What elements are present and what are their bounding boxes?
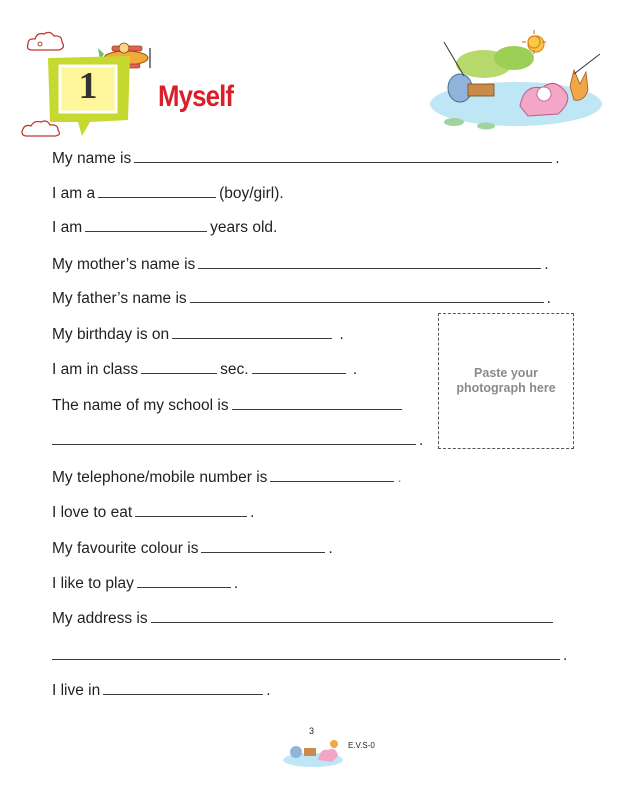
- form-line-address: My address is: [52, 608, 556, 629]
- address-blank-2[interactable]: [52, 645, 560, 660]
- sun-icon: [522, 30, 546, 54]
- page-number: 3: [309, 726, 315, 736]
- address-blank[interactable]: [151, 608, 553, 623]
- age-blank[interactable]: [85, 217, 207, 232]
- section-blank[interactable]: [252, 359, 346, 374]
- form-line-food: I love to eat .: [52, 504, 255, 521]
- page-title: Myself: [158, 80, 234, 113]
- form-line-school-cont: .: [52, 430, 423, 451]
- phone-blank[interactable]: [270, 467, 394, 482]
- form-line-age: I am years old.: [52, 219, 278, 236]
- pond-scene-illustration: [424, 34, 604, 134]
- form-line-father-name: My father’s name is .: [52, 290, 551, 307]
- colour-blank[interactable]: [201, 538, 325, 553]
- class-blank[interactable]: [141, 359, 217, 374]
- father-name-blank[interactable]: [190, 288, 544, 303]
- gender-blank[interactable]: [98, 183, 216, 198]
- form-line-school: The name of my school is: [52, 395, 405, 416]
- birthday-blank[interactable]: [172, 324, 332, 339]
- flower-icon: [282, 734, 344, 768]
- school-blank-2[interactable]: [52, 430, 416, 445]
- live-in-blank[interactable]: [103, 680, 263, 695]
- form-line-phone: My telephone/mobile number is .: [52, 469, 402, 486]
- chapter-number: 1: [78, 65, 98, 107]
- school-blank[interactable]: [232, 395, 402, 410]
- mother-name-blank[interactable]: [198, 254, 541, 269]
- form-line-address-cont: .: [52, 645, 567, 666]
- form-line-name: My name is .: [52, 150, 560, 167]
- book-code: E.V.S-0: [348, 741, 375, 750]
- form-line-mother-name: My mother’s name is .: [52, 256, 549, 273]
- form-line-colour: My favourite colour is .: [52, 540, 333, 557]
- form-line-live-in: I live in .: [52, 682, 271, 699]
- form-line-play: I like to play .: [52, 575, 239, 592]
- play-blank[interactable]: [137, 573, 231, 588]
- form-line-birthday: My birthday is on .: [52, 326, 344, 343]
- form-line-gender: I am a (boy/girl).: [52, 185, 284, 202]
- food-blank[interactable]: [135, 502, 247, 517]
- form-line-class: I am in class sec. .: [52, 361, 358, 378]
- photo-box-label: Paste your photograph here: [456, 366, 556, 395]
- name-blank[interactable]: [134, 148, 552, 163]
- photo-paste-box[interactable]: [438, 313, 574, 449]
